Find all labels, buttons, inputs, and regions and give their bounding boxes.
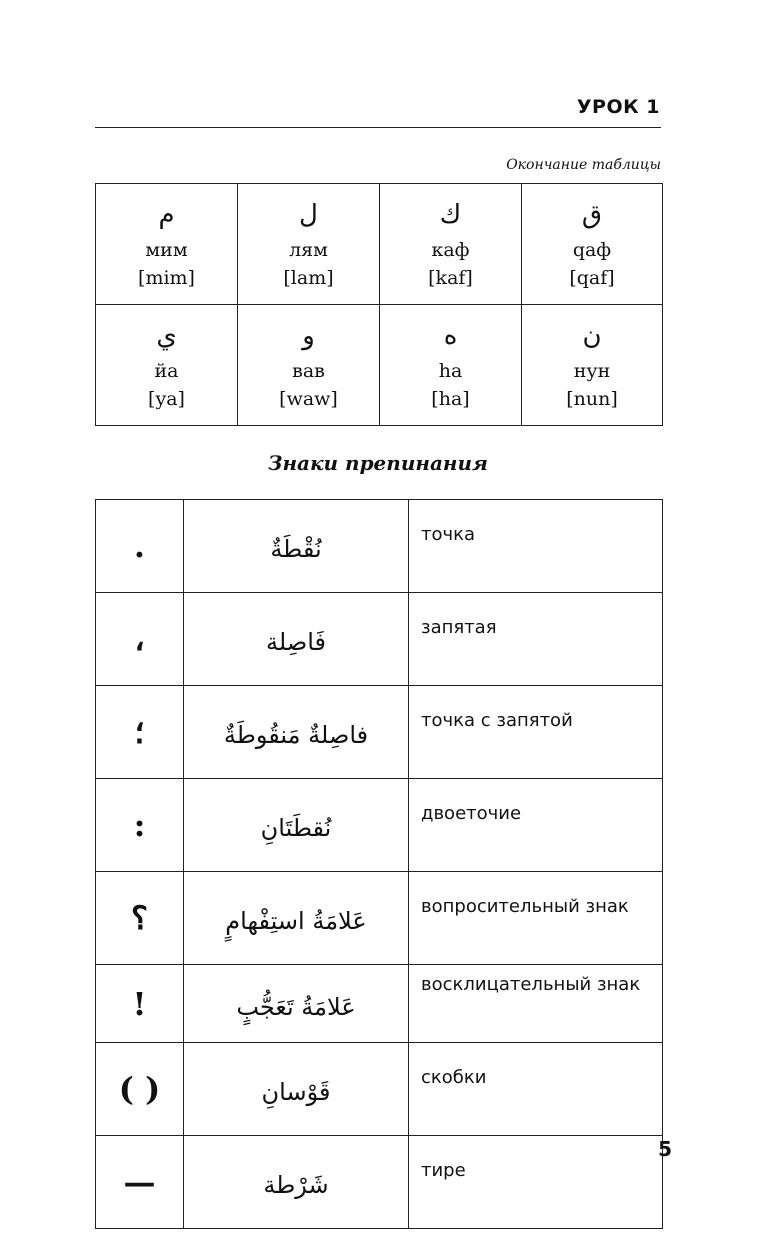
russian-term: запятая xyxy=(409,593,663,686)
punctuation-symbol: ( ) xyxy=(96,1043,184,1136)
table-caption: Окончание таблицы xyxy=(506,157,661,173)
section-title: Знаки препинания xyxy=(268,451,488,475)
letter-name: вав xyxy=(292,360,325,382)
letter-name: нун xyxy=(573,360,611,382)
chapter-title: УРОК 1 xyxy=(576,96,660,118)
punctuation-symbol: ؛ xyxy=(96,686,184,779)
letters-table xyxy=(95,183,663,426)
letter-transliteration: [mim] xyxy=(138,267,195,289)
letter-name: мим xyxy=(145,239,188,261)
arabic-letter: ق xyxy=(581,200,603,230)
arabic-term: عَلامَةُ تَعَجُّبٍ xyxy=(184,965,409,1043)
letter-transliteration: [ya] xyxy=(148,388,185,410)
letter-transliteration: [waw] xyxy=(279,388,338,410)
russian-term: восклицательный знак xyxy=(409,965,663,1043)
punctuation-row xyxy=(96,1043,663,1136)
letters-row xyxy=(96,305,663,426)
letter-cell xyxy=(96,305,238,426)
punctuation-row xyxy=(96,686,663,779)
punctuation-row xyxy=(96,1136,663,1229)
letter-transliteration: [lam] xyxy=(283,267,334,289)
arabic-term: فاصِلةٌ مَنقُوطَةٌ xyxy=(184,686,409,779)
letter-cell xyxy=(380,184,522,305)
arabic-term: نُقطَتَانِ xyxy=(184,779,409,872)
punctuation-table xyxy=(95,499,663,1229)
arabic-letter: و xyxy=(302,321,315,351)
arabic-term: فَاصِلة xyxy=(184,593,409,686)
russian-term: скобки xyxy=(409,1043,663,1136)
punctuation-symbol: ؟ xyxy=(96,872,184,965)
letters-row xyxy=(96,184,663,305)
letter-name: йа xyxy=(154,360,179,382)
russian-term: точка с запятой xyxy=(409,686,663,779)
punctuation-symbol: ، xyxy=(96,593,184,686)
arabic-letter: ك xyxy=(439,200,462,230)
arabic-term: قَوْسانِ xyxy=(184,1043,409,1136)
letter-cell xyxy=(522,184,663,305)
arabic-term: عَلامَةُ استِفْهامٍ xyxy=(184,872,409,965)
letter-transliteration: [qaf] xyxy=(569,267,615,289)
arabic-term: شَرْطة xyxy=(184,1136,409,1229)
punctuation-symbol: — xyxy=(96,1136,184,1229)
russian-term: вопросительный знак xyxy=(409,872,663,965)
letter-cell xyxy=(238,184,380,305)
letter-transliteration: [kaf] xyxy=(428,267,473,289)
punctuation-row xyxy=(96,872,663,965)
punctuation-row xyxy=(96,593,663,686)
arabic-letter: ن xyxy=(582,321,602,351)
arabic-term: نُقْطَةٌ xyxy=(184,500,409,593)
letter-name: каф xyxy=(431,239,470,261)
letter-transliteration: [ha] xyxy=(431,388,470,410)
arabic-letter: ل xyxy=(299,200,318,230)
letter-cell xyxy=(380,305,522,426)
punctuation-symbol: : xyxy=(96,779,184,872)
letter-cell xyxy=(238,305,380,426)
arabic-letter: م xyxy=(158,200,175,230)
punctuation-symbol: . xyxy=(96,500,184,593)
russian-term: двоеточие xyxy=(409,779,663,872)
russian-term: точка xyxy=(409,500,663,593)
arabic-letter: ي xyxy=(156,321,177,351)
header-divider xyxy=(95,127,661,128)
letter-name: ha xyxy=(438,360,463,382)
page-number: 5 xyxy=(658,1137,672,1161)
letter-name: qaф xyxy=(572,239,612,261)
arabic-letter: ه xyxy=(443,321,458,351)
letter-transliteration: [nun] xyxy=(566,388,618,410)
punctuation-row xyxy=(96,779,663,872)
letter-name: лям xyxy=(289,239,328,261)
letter-cell xyxy=(522,305,663,426)
punctuation-row xyxy=(96,500,663,593)
russian-term: тире xyxy=(409,1136,663,1229)
punctuation-row xyxy=(96,965,663,1043)
letter-cell xyxy=(96,184,238,305)
punctuation-symbol: ! xyxy=(96,965,184,1043)
